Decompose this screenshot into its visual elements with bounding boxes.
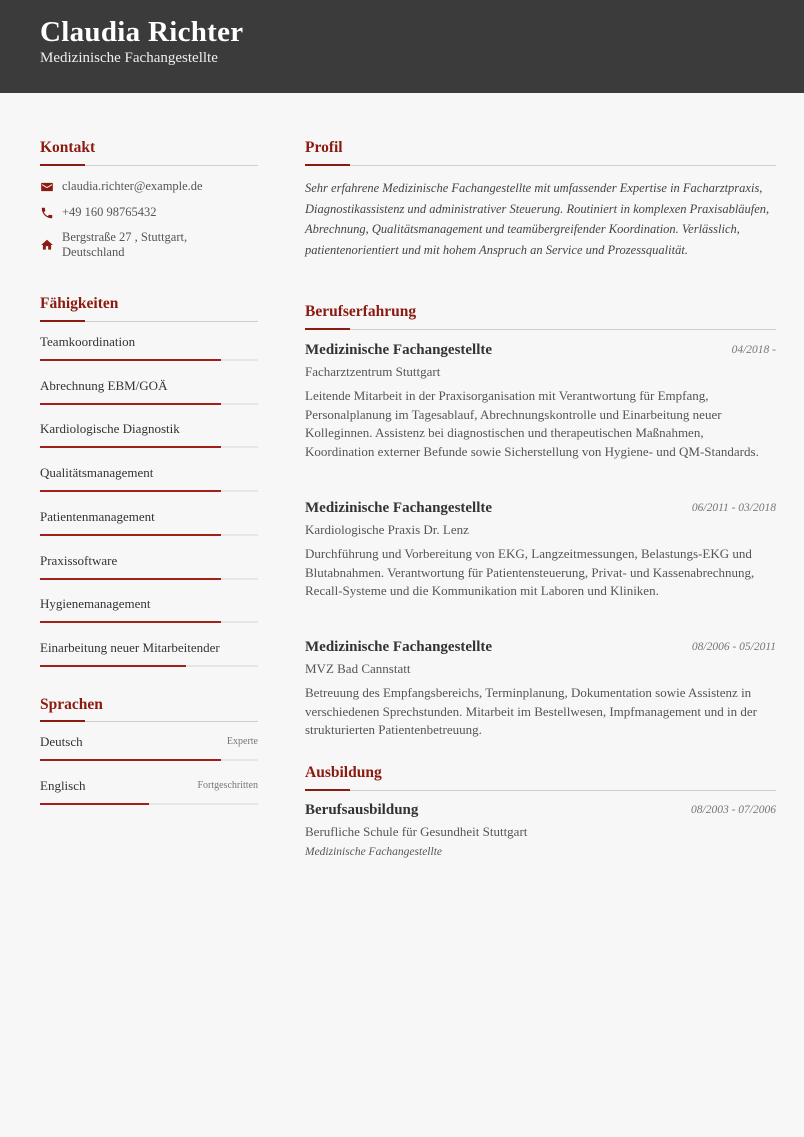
section-divider-skills (40, 321, 258, 322)
skill-level-bar (40, 578, 258, 580)
skill-item (40, 596, 258, 636)
skill-item (40, 640, 258, 680)
skill-level-fill (40, 665, 186, 667)
skill-label: Hygienemanagement (40, 596, 151, 612)
section-divider-languages (40, 721, 258, 722)
skill-level-bar (40, 534, 258, 536)
skill-level-fill (40, 446, 221, 448)
section-title-contact: Kontakt (40, 139, 96, 156)
section-divider-contact (40, 165, 258, 166)
job-company: Kardiologische Praxis Dr. Lenz (305, 522, 469, 537)
job-description: Leitende Mitarbeit in der Praxisorganisation mit Verantwortung für Empfang, Personalplanung im Tagesablauf, Abrechnungskontrolle und Einarbeitung neuer Kolleginnen. Assistenz bei diagnostischen und therapeutischen Maßnahmen, Koordination externer Befunde sowie Sicherstellung von Hygiene- und QM-Standards. (305, 388, 759, 459)
skill-item (40, 378, 258, 418)
skill-level-bar (40, 359, 258, 361)
skill-level-fill (40, 490, 221, 492)
skill-label: Einarbeitung neuer Mitarbeitender (40, 639, 220, 655)
contact-email-text: claudia.richter@example.de (62, 179, 203, 193)
section-divider-profile (305, 165, 776, 166)
home-icon (40, 238, 56, 254)
section-title-skills: Fähigkeiten (40, 295, 119, 312)
resume-header (0, 0, 804, 93)
section-title-languages: Sprachen (40, 696, 103, 713)
skill-item (40, 553, 258, 593)
section-divider-experience (305, 329, 776, 330)
job-company: MVZ Bad Cannstatt (305, 661, 411, 676)
job-dates: 04/2018 - (731, 344, 776, 356)
skill-level-bar (40, 446, 258, 448)
contact-email[interactable] (40, 178, 258, 196)
language-label: Englisch (40, 778, 86, 793)
job-entry (305, 639, 776, 744)
language-level-fill (40, 759, 221, 761)
skill-level-fill (40, 621, 221, 623)
person-role: Medizinische Fachangestellte (40, 50, 218, 66)
contact-phone[interactable] (40, 204, 258, 222)
contact-address-text: Bergstraße 27 , Stuttgart, Deutschland (62, 230, 188, 259)
section-title-experience: Berufserfahrung (305, 303, 417, 320)
skill-label: Teamkoordination (40, 334, 136, 349)
skill-level-bar (40, 403, 258, 405)
language-label: Deutsch (40, 734, 83, 749)
skill-level-bar (40, 665, 258, 667)
contact-phone-text: +49 160 98765432 (62, 205, 157, 219)
education-dates: 08/2003 - 07/2006 (691, 804, 776, 816)
language-level: Experte (226, 736, 258, 747)
skill-label: Qualitätsmanagement (40, 465, 154, 481)
skill-label: Kardiologische Diagnostik (40, 421, 180, 437)
skill-item (40, 334, 258, 374)
language-item (40, 778, 258, 818)
skill-label: Praxissoftware (40, 552, 118, 568)
job-description: Betreuung des Empfangsbereichs, Terminplanung, Dokumentation sowie Assistenz in verschiedenen Sprechstunden. Mitarbeit im Bestellwesen, Impfmanagement und in der strukturierten Patientenbetreuung. (305, 685, 757, 737)
job-company: Facharztzentrum Stuttgart (305, 364, 441, 379)
skill-item (40, 465, 258, 505)
job-title: Medizinische Fachangestellte (305, 500, 493, 516)
phone-icon (40, 206, 56, 222)
skill-level-fill (40, 403, 221, 405)
language-level: Fortgeschritten (197, 780, 258, 791)
language-level-bar (40, 759, 258, 761)
profile-summary: Sehr erfahrene Medizinische Fachangestellte mit umfassender Expertise in Facharztpraxis, Diagnostikassistenz und administrativer Steuerung. Routiniert in komplexen Praxisabläufen, Abrechnung, Qualitätsmanagement und teamübergreifender Koordination. Verlässlich, patientenorientiert und mit hohem Anspruch an Service und Prozessqualität. (305, 181, 770, 257)
person-name: Claudia Richter (40, 16, 244, 48)
section-divider-education (305, 790, 776, 791)
education-title: Berufsausbildung (305, 802, 419, 818)
job-description: Durchführung und Vorbereitung von EKG, Langzeitmessungen, Belastungs-EKG und Blutabnahmen. Verantwortung für Patientensteuerung, Privat- und Kassenabrechnung, Recall-Systeme und die Kommunikation mit Laboren und Kliniken. (305, 546, 755, 598)
contact-address (40, 229, 258, 261)
education-school: Berufliche Schule für Gesundheit Stuttgart (305, 824, 528, 839)
language-level-fill (40, 803, 149, 805)
email-icon (40, 180, 56, 196)
skill-item (40, 509, 258, 549)
job-title: Medizinische Fachangestellte (305, 342, 493, 358)
skill-level-bar (40, 621, 258, 623)
skill-level-fill (40, 578, 221, 580)
job-entry (305, 342, 776, 482)
job-dates: 06/2011 - 03/2018 (691, 502, 776, 514)
skill-label: Patientenmanagement (40, 508, 155, 524)
job-title: Medizinische Fachangestellte (305, 639, 493, 655)
job-entry (305, 500, 776, 620)
job-dates: 08/2006 - 05/2011 (691, 641, 776, 653)
language-level-bar (40, 803, 258, 805)
skill-level-bar (40, 490, 258, 492)
skill-item (40, 421, 258, 461)
education-field: Medizinische Fachangestellte (305, 846, 443, 858)
language-item (40, 734, 258, 774)
section-title-education: Ausbildung (305, 764, 382, 781)
education-entry (305, 802, 776, 864)
skill-label: Abrechnung EBM/GOÄ (40, 377, 168, 393)
skill-level-fill (40, 359, 221, 361)
section-title-profile: Profil (305, 139, 343, 156)
skill-level-fill (40, 534, 221, 536)
